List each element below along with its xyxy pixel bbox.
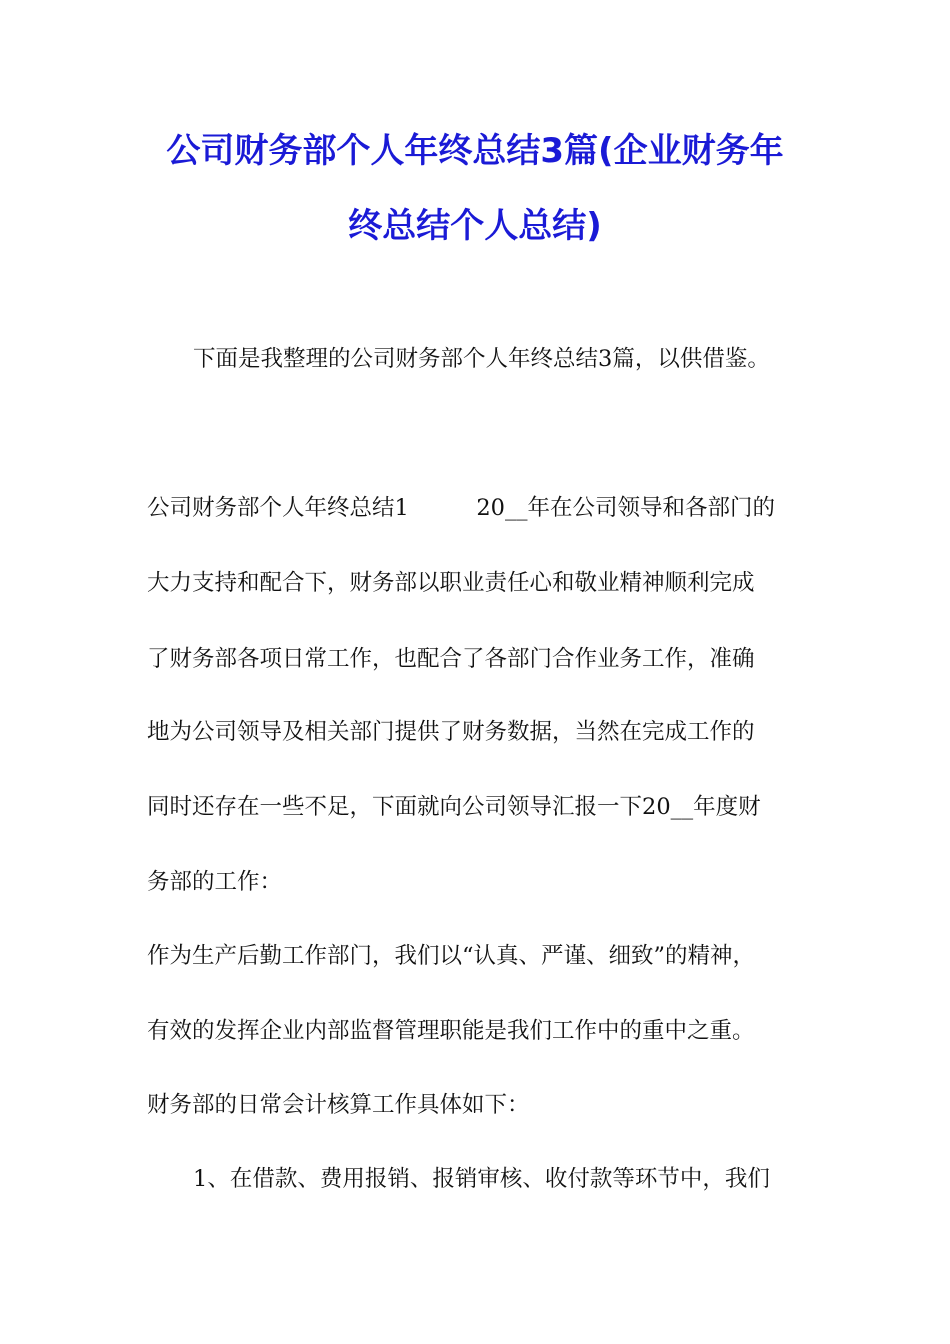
intro-paragraph: 下面是我整理的公司财务部个人年终总结3篇，以供借鉴。 [193,346,770,372]
body-line-10: 1、在借款、费用报销、报销审核、收付款等环节中，我们 [193,1166,770,1192]
body-line-2: 大力支持和配合下，财务部以职业责任心和敬业精神顺利完成 [147,570,755,596]
body-line-1: 公司财务部个人年终总结1 20__年在公司领导和各部门的 [147,495,775,521]
body-line-5: 同时还存在一些不足，下面就向公司领导汇报一下20__年度财 [147,794,761,820]
body-line-9: 财务部的日常会计核算工作具体如下： [147,1092,530,1118]
document-title-line-2: 终总结个人总结) [348,206,602,246]
body-line-8: 有效的发挥企业内部监督管理职能是我们工作中的重中之重。 [147,1018,755,1044]
body-line-3: 了财务部各项日常工作，也配合了各部门合作业务工作，准确 [147,646,755,672]
body-line-7: 作为生产后勤工作部门，我们以“认真、严谨、细致”的精神， [147,943,756,969]
document-title-line-1: 公司财务部个人年终总结3篇(企业财务年 [166,131,784,171]
body-line-4: 地为公司领导及相关部门提供了财务数据，当然在完成工作的 [147,719,755,745]
body-line-6: 务部的工作： [147,869,283,895]
